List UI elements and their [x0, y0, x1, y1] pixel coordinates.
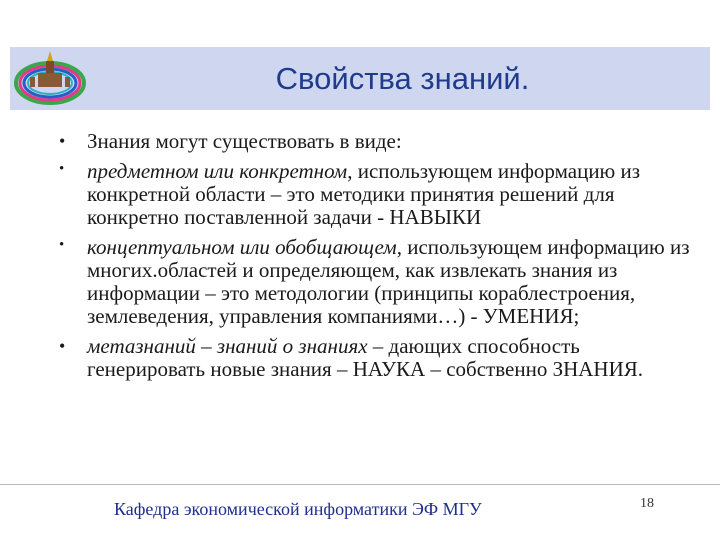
bullet-item: [52, 160, 692, 229]
slide-title: Свойства знаний.: [275, 60, 530, 96]
bullet-list: [52, 130, 692, 388]
bullet-text: , использующем информацию из конкретной области – это методики принятия решений для конкретно поставленной задачи - НАВЫКИ: [87, 159, 641, 229]
bullet-item: [52, 236, 692, 328]
page-number: 18: [640, 496, 654, 511]
bullet-dot: •: [59, 161, 65, 177]
bullet-italic-term: концептуальном или обобщающем: [87, 235, 397, 259]
bullet-dot: •: [59, 336, 66, 356]
bullet-item: [52, 335, 692, 381]
bullet-text: Знания могут существовать в виде:: [87, 129, 402, 153]
bullet-item: [52, 130, 692, 153]
bullet-text: – дающих способность генерировать новые знания – НАУКА – собственно ЗНАНИЯ.: [87, 334, 644, 381]
university-logo: [12, 47, 94, 110]
bullet-dot: •: [59, 237, 65, 253]
bullet-italic-term: предметном или конкретном: [87, 159, 348, 183]
footer-department: Кафедра экономической информатики ЭФ МГУ: [114, 499, 482, 519]
bullet-text: , использующем информацию из многих.областей и определяющем, как извлекать знания из информации – это методологии (принципы кораблестроения, землеведения, управления компаниями…) - УМЕНИЯ;: [87, 235, 690, 328]
bullet-italic-term: метазнаний – знаний о знаниях: [87, 334, 368, 358]
footer-divider: [0, 484, 720, 485]
bullet-dot: •: [59, 131, 66, 151]
